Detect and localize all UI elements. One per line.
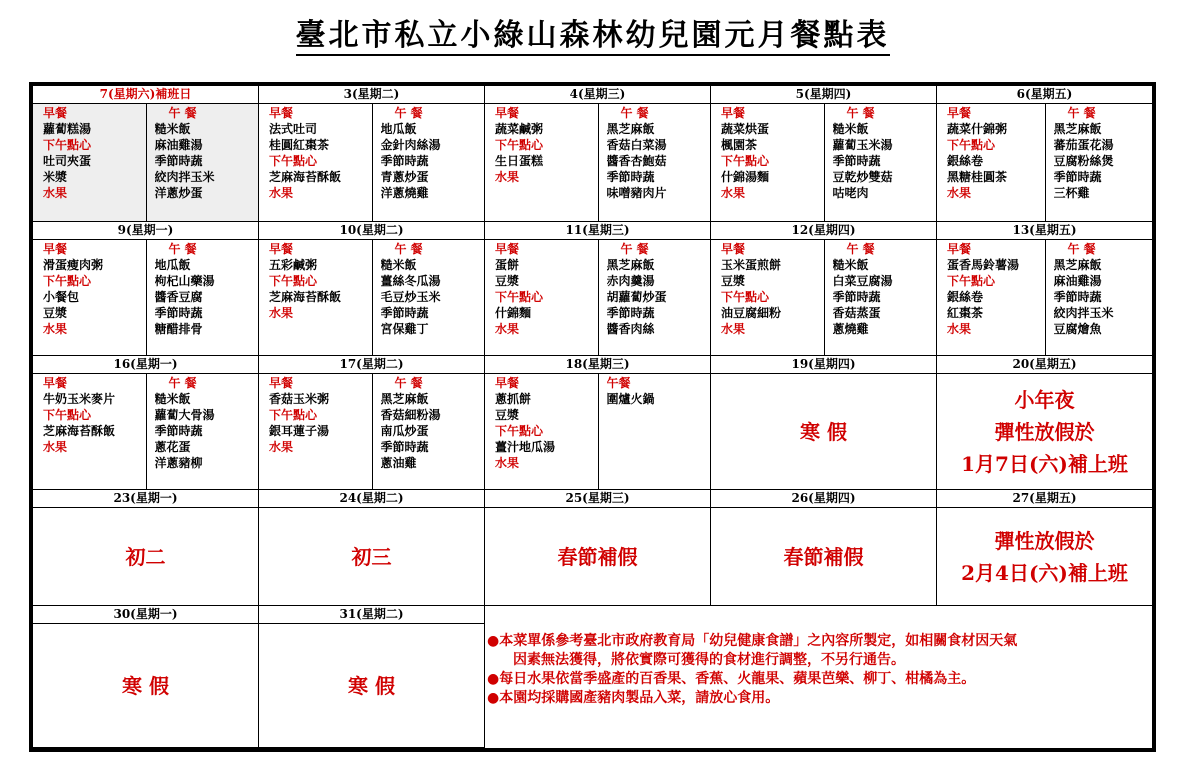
breakfast-snack-column (711, 240, 824, 355)
meal-label: 午 餐 (394, 106, 423, 120)
menu-item: 季節時蔬 (1053, 290, 1102, 304)
meal-label: 水果 (495, 456, 520, 470)
note-line: ●本菜單係參考臺北市政府教育局「幼兒健康食譜」之內容所製定，如相關食材因天氣 (487, 633, 1018, 649)
holiday-text: 寒 假 (122, 674, 169, 698)
menu-item: 麻油雞湯 (1053, 274, 1102, 288)
menu-item: 黑糖桂圓茶 (947, 170, 1008, 184)
day-header: 17(星期二) (259, 356, 485, 374)
menu-item: 生日蛋糕 (495, 154, 544, 168)
meal-label: 下午點心 (269, 408, 318, 422)
page-title: 臺北市私立小綠山森林幼兒園元月餐點表 (0, 10, 1185, 54)
menu-item: 青蔥炒蛋 (380, 170, 429, 184)
menu-item: 蔥花蛋 (154, 440, 191, 454)
meal-label: 水果 (43, 440, 68, 454)
meal-label: 下午點心 (721, 290, 770, 304)
menu-item: 蕃茄蛋花湯 (1053, 138, 1114, 152)
menu-item: 桂圓紅棗茶 (269, 138, 330, 152)
meal-label: 午 餐 (168, 242, 197, 256)
lunch-column (824, 104, 937, 221)
breakfast-snack-column (937, 240, 1045, 355)
meal-label: 早餐 (495, 376, 520, 390)
meal-label: 早餐 (269, 376, 294, 390)
menu-item: 醬香豆腐 (154, 290, 203, 304)
menu-item: 胡蘿蔔炒蛋 (606, 290, 667, 304)
meal-label: 下午點心 (947, 138, 996, 152)
menu-item: 玉米蛋煎餅 (721, 258, 782, 272)
meal-label: 早餐 (947, 106, 972, 120)
meal-label: 早餐 (269, 242, 294, 256)
breakfast-snack-column (259, 240, 372, 355)
menu-item: 味噌豬肉片 (606, 186, 667, 200)
holiday-text: 1月7日(六)補上班 (961, 452, 1128, 476)
menu-item: 季節時蔬 (832, 154, 881, 168)
holiday-text: 寒 假 (348, 674, 395, 698)
meal-label: 下午點心 (43, 274, 92, 288)
holiday-text: 春節補假 (783, 545, 864, 569)
menu-item: 油豆腐細粉 (721, 306, 782, 320)
meal-label: 午 餐 (1067, 106, 1096, 120)
lunch-column (146, 374, 259, 489)
meal-label: 午 餐 (168, 376, 197, 390)
menu-item: 糖醋排骨 (154, 322, 203, 336)
holiday-text: 初三 (351, 545, 392, 569)
menu-item: 蛋香馬鈴薯湯 (947, 258, 1020, 272)
meal-label: 早餐 (269, 106, 294, 120)
day-cell (259, 104, 485, 222)
menu-item: 醬香杏鮑菇 (606, 154, 667, 168)
meal-label: 早餐 (495, 106, 520, 120)
meal-label: 早餐 (495, 242, 520, 256)
note-line: ●每日水果依當季盛產的百香果、香蕉、火龍果、蘋果芭樂、柳丁、柑橘為主。 (487, 671, 976, 687)
menu-item: 圍爐火鍋 (606, 392, 655, 406)
menu-item: 季節時蔬 (154, 154, 203, 168)
notes-block (487, 632, 1147, 708)
lunch-column (146, 240, 259, 355)
menu-item: 季節時蔬 (606, 306, 655, 320)
menu-item: 銀絲卷 (947, 154, 984, 168)
menu-item: 蔬菜烘蛋 (721, 122, 770, 136)
menu-item: 蛋餅 (495, 258, 520, 272)
menu-item: 糙米飯 (832, 258, 869, 272)
meal-label: 午餐 (606, 376, 631, 390)
breakfast-snack-column (259, 104, 372, 221)
meal-label: 午 餐 (846, 242, 875, 256)
menu-item: 洋蔥豬柳 (154, 456, 203, 470)
meal-label: 下午點心 (269, 154, 318, 168)
menu-item: 季節時蔬 (832, 290, 881, 304)
menu-item: 宮保雞丁 (380, 322, 429, 336)
lunch-column (372, 104, 485, 221)
menu-item: 銀耳蓮子湯 (269, 424, 330, 438)
menu-item: 銀絲卷 (947, 290, 984, 304)
meal-label: 下午點心 (43, 138, 92, 152)
breakfast-snack-column (33, 240, 146, 355)
meal-label: 午 餐 (168, 106, 197, 120)
menu-item: 黑芝麻飯 (606, 258, 655, 272)
meal-label: 水果 (269, 306, 294, 320)
meal-label: 早餐 (947, 242, 972, 256)
menu-item: 豆漿 (43, 306, 68, 320)
menu-item: 什錦麵 (495, 306, 532, 320)
menu-item: 芝麻海苔酥飯 (269, 290, 342, 304)
meal-label: 早餐 (721, 242, 746, 256)
breakfast-snack-column (33, 104, 146, 221)
holiday-text: 彈性放假於 (994, 529, 1095, 553)
day-cell (259, 374, 485, 490)
day-cell (937, 104, 1153, 222)
meal-label: 水果 (495, 322, 520, 336)
menu-item: 季節時蔬 (380, 306, 429, 320)
menu-item: 季節時蔬 (1053, 170, 1102, 184)
menu-item: 蘿蔔玉米湯 (832, 138, 893, 152)
menu-item: 季節時蔬 (606, 170, 655, 184)
meal-label: 水果 (43, 186, 68, 200)
menu-item: 地瓜飯 (380, 122, 417, 136)
day-header: 4(星期三) (485, 86, 711, 104)
day-cell (937, 374, 1153, 490)
menu-item: 吐司夾蛋 (43, 154, 92, 168)
day-header: 10(星期二) (259, 222, 485, 240)
lunch-column (146, 104, 259, 221)
day-header: 31(星期二) (259, 606, 485, 624)
meal-label: 下午點心 (495, 290, 544, 304)
note-line: ●本園均採購國產豬肉製品入菜，請放心食用。 (487, 690, 780, 706)
breakfast-snack-column (259, 374, 372, 489)
menu-item: 地瓜飯 (154, 258, 191, 272)
menu-item: 豆漿 (495, 408, 520, 422)
day-cell (937, 240, 1153, 356)
meal-label: 午 餐 (620, 242, 649, 256)
menu-item: 蔥抓餅 (495, 392, 532, 406)
menu-item: 黑芝麻飯 (1053, 258, 1102, 272)
menu-item: 絞肉拌玉米 (1053, 306, 1114, 320)
menu-item: 豆腐粉絲煲 (1053, 154, 1114, 168)
menu-item: 洋蔥燒雞 (380, 186, 429, 200)
menu-item: 枸杞山藥湯 (154, 274, 215, 288)
day-cell (711, 508, 937, 606)
meal-label: 下午點心 (947, 274, 996, 288)
breakfast-snack-column (485, 374, 598, 489)
day-header: 25(星期三) (485, 490, 711, 508)
day-header: 27(星期五) (937, 490, 1153, 508)
menu-item: 牛奶玉米麥片 (43, 392, 116, 406)
day-header: 9(星期一) (33, 222, 259, 240)
day-cell (33, 104, 259, 222)
menu-item: 紅棗茶 (947, 306, 984, 320)
menu-item: 豆漿 (495, 274, 520, 288)
day-header: 24(星期二) (259, 490, 485, 508)
menu-item: 赤肉羹湯 (606, 274, 655, 288)
meal-label: 早餐 (721, 106, 746, 120)
lunch-column (1045, 104, 1153, 221)
meal-label: 早餐 (43, 106, 68, 120)
lunch-column (824, 240, 937, 355)
day-cell (711, 240, 937, 356)
menu-item: 咕咾肉 (832, 186, 869, 200)
menu-item: 芝麻海苔酥飯 (43, 424, 116, 438)
breakfast-snack-column (711, 104, 824, 221)
menu-item: 香菇玉米粥 (269, 392, 330, 406)
menu-item: 麻油雞湯 (154, 138, 203, 152)
day-cell (259, 508, 485, 606)
lunch-column (372, 374, 485, 489)
day-header: 19(星期四) (711, 356, 937, 374)
day-header: 20(星期五) (937, 356, 1153, 374)
day-header: 23(星期一) (33, 490, 259, 508)
menu-item: 金針肉絲湯 (380, 138, 441, 152)
menu-item: 薑絲冬瓜湯 (380, 274, 441, 288)
day-header: 5(星期四) (711, 86, 937, 104)
menu-item: 法式吐司 (269, 122, 318, 136)
breakfast-snack-column (485, 104, 598, 221)
day-header: 11(星期三) (485, 222, 711, 240)
holiday-text: 彈性放假於 (994, 420, 1095, 444)
menu-item: 季節時蔬 (154, 306, 203, 320)
meal-label: 下午點心 (721, 154, 770, 168)
meal-label: 早餐 (43, 242, 68, 256)
day-cell (485, 240, 711, 356)
menu-item: 芝麻海苔酥飯 (269, 170, 342, 184)
menu-item: 醬香肉絲 (606, 322, 655, 336)
menu-item: 香菇細粉湯 (380, 408, 441, 422)
lunch-column (598, 374, 711, 489)
menu-item: 季節時蔬 (380, 154, 429, 168)
menu-item: 薑汁地瓜湯 (495, 440, 556, 454)
menu-item: 糙米飯 (380, 258, 417, 272)
menu-item: 季節時蔬 (154, 424, 203, 438)
meal-label: 下午點心 (495, 424, 544, 438)
meal-label: 水果 (495, 170, 520, 184)
holiday-text: 寒 假 (800, 420, 847, 444)
meal-label: 水果 (947, 186, 972, 200)
lunch-column (598, 104, 711, 221)
menu-item: 豆腐燴魚 (1053, 322, 1102, 336)
day-cell (33, 624, 259, 748)
menu-item: 黑芝麻飯 (606, 122, 655, 136)
day-header: 12(星期四) (711, 222, 937, 240)
meal-label: 午 餐 (1067, 242, 1096, 256)
day-header: 7(星期六)補班日 (33, 86, 259, 104)
day-cell (485, 374, 711, 490)
note-line: 因素無法獲得，將依實際可獲得的食材進行調整，不另行通告。 (513, 652, 905, 668)
menu-item: 豆乾炒雙菇 (832, 170, 893, 184)
day-cell (33, 374, 259, 490)
menu-item: 香菇蒸蛋 (832, 306, 881, 320)
menu-item: 楓園茶 (721, 138, 758, 152)
holiday-text: 初二 (125, 545, 166, 569)
menu-item: 滑蛋瘦肉粥 (43, 258, 104, 272)
menu-item: 毛豆炒玉米 (380, 290, 441, 304)
menu-item: 豆漿 (721, 274, 746, 288)
day-cell (485, 104, 711, 222)
meal-label: 水果 (721, 186, 746, 200)
day-header: 6(星期五) (937, 86, 1153, 104)
lunch-column (372, 240, 485, 355)
holiday-text: 小年夜 (1014, 388, 1075, 412)
meal-label: 午 餐 (394, 376, 423, 390)
menu-item: 糙米飯 (154, 392, 191, 406)
menu-item: 蔥燒雞 (832, 322, 869, 336)
meal-label: 下午點心 (495, 138, 544, 152)
day-cell (33, 240, 259, 356)
lunch-column (598, 240, 711, 355)
meal-label: 水果 (43, 322, 68, 336)
day-cell (937, 508, 1153, 606)
menu-item: 什錦湯麵 (721, 170, 770, 184)
menu-item: 蔬菜鹹粥 (495, 122, 544, 136)
meal-label: 水果 (947, 322, 972, 336)
menu-item: 五彩鹹粥 (269, 258, 318, 272)
meal-label: 下午點心 (43, 408, 92, 422)
day-cell (711, 104, 937, 222)
menu-item: 南瓜炒蛋 (380, 424, 429, 438)
day-header: 30(星期一) (33, 606, 259, 624)
meal-label: 水果 (269, 440, 294, 454)
day-cell (259, 240, 485, 356)
meal-label: 午 餐 (394, 242, 423, 256)
breakfast-snack-column (33, 374, 146, 489)
menu-item: 黑芝麻飯 (380, 392, 429, 406)
day-header: 16(星期一) (33, 356, 259, 374)
lunch-column (1045, 240, 1153, 355)
holiday-text: 2月4日(六)補上班 (961, 561, 1128, 585)
menu-item: 小餐包 (43, 290, 80, 304)
menu-item: 蘿蔔大骨湯 (154, 408, 215, 422)
day-cell (711, 374, 937, 490)
menu-item: 白菜豆腐湯 (832, 274, 893, 288)
meal-label: 早餐 (43, 376, 68, 390)
meal-label: 午 餐 (846, 106, 875, 120)
menu-item: 蘿蔔糕湯 (43, 122, 92, 136)
meal-label: 水果 (269, 186, 294, 200)
day-cell (259, 624, 485, 748)
holiday-text: 春節補假 (557, 545, 638, 569)
menu-item: 蔥油雞 (380, 456, 417, 470)
day-header: 3(星期二) (259, 86, 485, 104)
day-cell (485, 508, 711, 606)
breakfast-snack-column (485, 240, 598, 355)
menu-item: 洋蔥炒蛋 (154, 186, 203, 200)
day-header: 18(星期三) (485, 356, 711, 374)
menu-item: 絞肉拌玉米 (154, 170, 215, 184)
menu-item: 糙米飯 (832, 122, 869, 136)
menu-item: 蔬菜什錦粥 (947, 122, 1008, 136)
meal-label: 水果 (721, 322, 746, 336)
menu-item: 糙米飯 (154, 122, 191, 136)
menu-item: 香菇白菜湯 (606, 138, 667, 152)
day-cell (33, 508, 259, 606)
breakfast-snack-column (937, 104, 1045, 221)
menu-item: 黑芝麻飯 (1053, 122, 1102, 136)
meal-label: 下午點心 (269, 274, 318, 288)
menu-item: 季節時蔬 (380, 440, 429, 454)
menu-item: 米漿 (43, 170, 68, 184)
day-header: 13(星期五) (937, 222, 1153, 240)
meal-label: 午 餐 (620, 106, 649, 120)
day-header: 26(星期四) (711, 490, 937, 508)
menu-item: 三杯雞 (1053, 186, 1090, 200)
